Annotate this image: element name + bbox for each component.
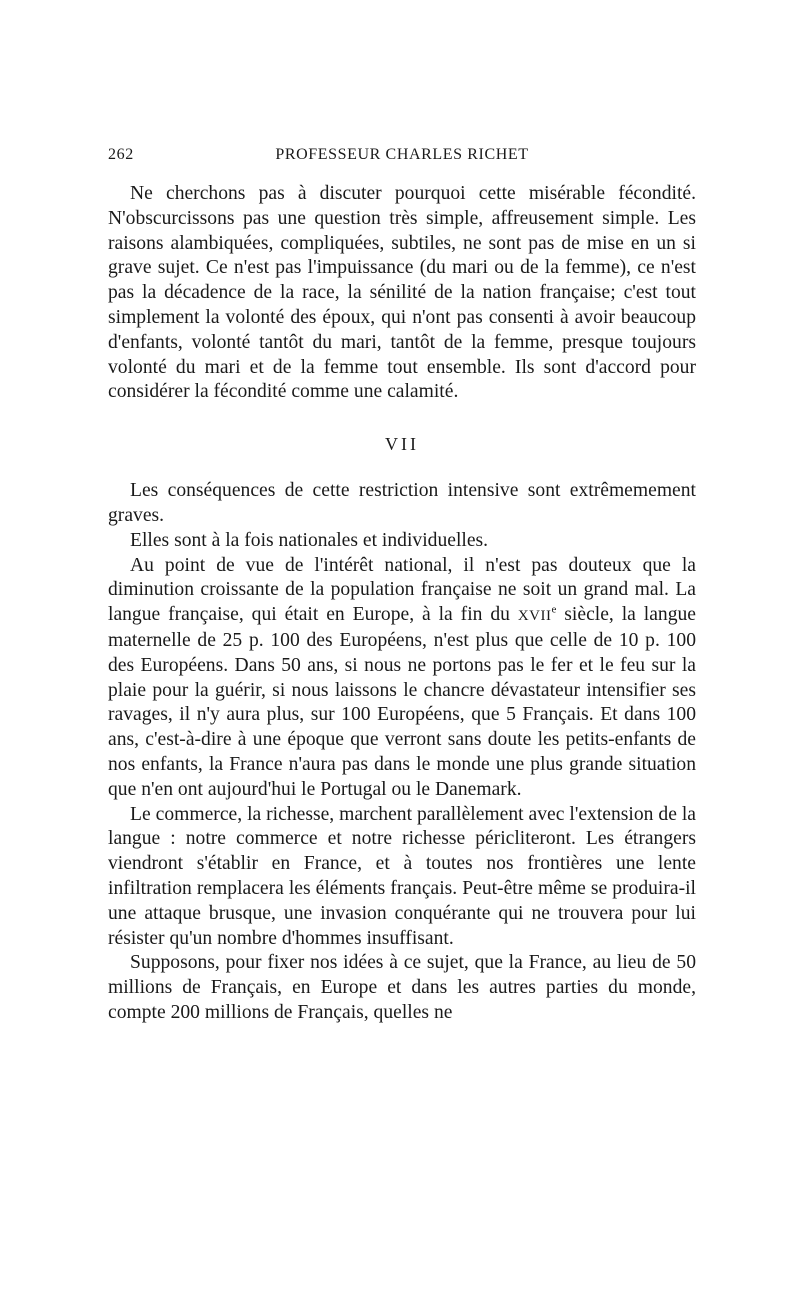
running-title: PROFESSEUR CHARLES RICHET — [275, 146, 529, 163]
paragraph: Supposons, pour fixer nos idées à ce sujet, que la France, au lieu de 50 millions de Français, en Europe et dans les autres parties du monde, compte 200 millions de Français, quelles ne — [108, 952, 696, 1023]
book-page — [108, 146, 696, 1026]
paragraph-text: siècle, la langue maternelle de 25 p. 100 des Européens, n'est plus que celle de 10 p. 100 des Européens. Dans 50 ans, si nous ne portons pas le fer et le feu sur la plaie pour la guérir, si nous laissons le chancre dévastateur intensifier ses ravages, il n'y aura plus, sur 100 Européens, que 5 Français. Et dans 100 ans, c'est-à-dire à une époque que verront sans doute les petits-enfants de nos enfants, la France n'aura pas dans le monde une plus grande situation que n'en ont aujourd'hui le Portugal ou le Danemark. — [108, 604, 696, 800]
page-number: 262 — [108, 146, 134, 163]
paragraph: Elles sont à la fois nationales et individuelles. — [130, 529, 489, 551]
century-superscript: e — [551, 603, 557, 616]
body-text-before-section — [108, 182, 696, 405]
body-text-after-section — [108, 479, 696, 1026]
paragraph-text: Au point de vue de l'intérêt national, il n'est pas douteux que la diminution croissante de la population française ne soit un grand mal. La langue française, qui était en Europe, à la fin du — [108, 554, 696, 626]
running-head — [108, 146, 696, 170]
paragraph: Le commerce, la richesse, marchent parallèlement avec l'extension de la langue : notre commerce et notre richesse péricliteront. Les étrangers viendront s'établir en France, et à toutes nos frontières une lente infiltration remplacera les éléments français. Peut-être même se produira-il une attaque brusque, une invasion conquérante qui ne trouvera pour lui résister qu'un nombre d'hommes insuffisant. — [108, 803, 696, 949]
paragraph: Ne cherchons pas à discuter pourquoi cette misérable fécondité. N'obscurcissons pas une question très simple, affreusement simple. Les raisons alambiquées, compliquées, subtiles, ne sont pas de mise en un si grave sujet. Ce n'est pas l'impuissance (du mari ou de la femme), ce n'est pas la décadence de la race, la sénilité de la nation française; c'est tout simplement la volonté des époux, qui n'ont pas consenti à avoir beaucoup d'enfants, volonté tantôt du mari, tantôt de la femme, presque toujours volonté du mari et de la femme tout ensemble. Ils sont d'accord pour considérer la fécondité comme une calamité. — [108, 183, 696, 403]
century-numeral: XVII — [517, 608, 552, 625]
paragraph — [108, 554, 696, 803]
section-heading: VII — [385, 434, 419, 455]
paragraph: Les conséquences de cette restriction intensive sont extrêmemement graves. — [108, 480, 696, 526]
